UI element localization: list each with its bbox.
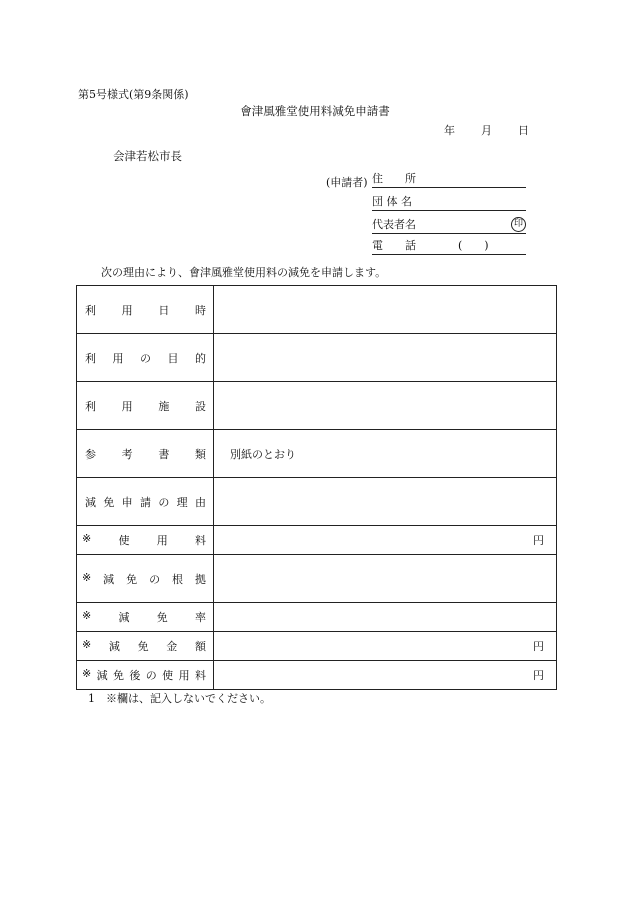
row-label bbox=[77, 286, 214, 334]
row-value-cell[interactable] bbox=[214, 478, 557, 526]
table-row bbox=[77, 555, 557, 603]
row-label bbox=[77, 661, 214, 690]
row-label-text: ※ 減 免 金 額 bbox=[82, 638, 206, 653]
table-row bbox=[77, 478, 557, 526]
row-label bbox=[77, 632, 214, 661]
intro-text: 次の理由により、會津風雅堂使用料の減免を申請します。 bbox=[101, 266, 387, 279]
row-value-cell[interactable] bbox=[214, 430, 557, 478]
row-label bbox=[77, 430, 214, 478]
row-label bbox=[77, 526, 214, 555]
table-row bbox=[77, 526, 557, 555]
row-label bbox=[77, 334, 214, 382]
document-title: 會津風雅堂使用料減免申請書 bbox=[240, 104, 390, 118]
addressee: 会津若松市長 bbox=[113, 149, 182, 163]
row-label-text: 減 免 申 請 の 理 由 bbox=[85, 495, 206, 509]
organization-field[interactable] bbox=[372, 195, 526, 211]
row-label-text: ※ 減 免 後 の 使 用 料 bbox=[82, 667, 206, 682]
row-label-text: 利 用 日 時 bbox=[85, 303, 206, 317]
row-value-cell[interactable] bbox=[214, 526, 557, 555]
date-line bbox=[444, 122, 529, 138]
row-label-text: ※ 減 免 率 bbox=[82, 609, 206, 624]
table-row bbox=[77, 661, 557, 690]
row-value-cell[interactable] bbox=[214, 382, 557, 430]
address-field[interactable] bbox=[372, 172, 526, 188]
row-label-text: ※ 減 免 の 根 拠 bbox=[82, 570, 206, 586]
table-row bbox=[77, 632, 557, 661]
row-value-cell[interactable] bbox=[214, 603, 557, 632]
row-label-text: 参 考 書 類 bbox=[85, 447, 206, 461]
footnote: 1 ※欄は、記入しないでください。 bbox=[88, 692, 271, 705]
row-value-cell[interactable] bbox=[214, 632, 557, 661]
phone-parentheses: ( ) bbox=[458, 239, 489, 252]
table-row bbox=[77, 286, 557, 334]
table-row bbox=[77, 334, 557, 382]
representative-label: 代表者名 bbox=[372, 218, 416, 231]
phone-field[interactable] bbox=[372, 239, 526, 255]
table-row bbox=[77, 603, 557, 632]
row-label bbox=[77, 478, 214, 526]
row-label-text: ※ 使 用 料 bbox=[82, 532, 206, 547]
row-label bbox=[77, 555, 214, 603]
yen-unit: 円 bbox=[533, 669, 544, 682]
row-value-cell[interactable] bbox=[214, 555, 557, 603]
date-month: 月 bbox=[481, 124, 492, 137]
yen-unit: 円 bbox=[533, 640, 544, 653]
organization-label: 団 体 名 bbox=[372, 195, 412, 208]
row-label bbox=[77, 603, 214, 632]
row-value-cell[interactable] bbox=[214, 286, 557, 334]
date-day: 日 bbox=[518, 124, 529, 137]
phone-label: 電 話 bbox=[372, 239, 416, 252]
form-number: 第5号様式(第9条関係) bbox=[78, 88, 189, 101]
table-row bbox=[77, 382, 557, 430]
row-value-cell[interactable] bbox=[214, 334, 557, 382]
date-year: 年 bbox=[444, 124, 455, 137]
row-value-cell[interactable] bbox=[214, 661, 557, 690]
representative-field[interactable] bbox=[372, 218, 526, 234]
row-label-text: 利 用 施 設 bbox=[85, 399, 206, 413]
applicant-label: (申請者) bbox=[326, 176, 368, 189]
row-label-text: 利 用 の 目 的 bbox=[85, 351, 206, 365]
yen-unit: 円 bbox=[533, 534, 544, 547]
row-value: 別紙のとおり bbox=[230, 447, 296, 461]
seal-icon: 印 bbox=[511, 217, 526, 232]
table-row bbox=[77, 430, 557, 478]
row-label bbox=[77, 382, 214, 430]
address-label: 住 所 bbox=[372, 172, 416, 185]
application-table bbox=[76, 285, 557, 690]
